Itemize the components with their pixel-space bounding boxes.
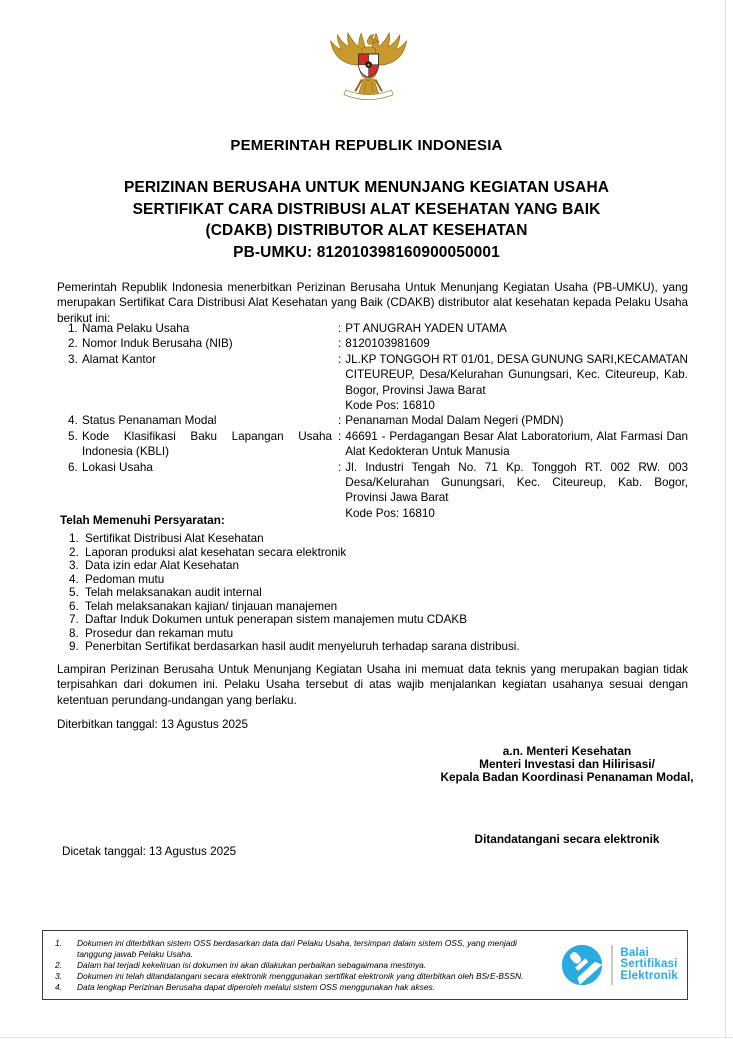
field-row-nib (0, 336, 688, 351)
field-number: 3. (68, 352, 78, 366)
svg-text:★: ★ (366, 62, 371, 68)
note-number: 2. (55, 959, 62, 970)
footer-note (55, 938, 533, 960)
requirement-item: 2. Laporan produksi alat kesehatan secara elektronik (82, 546, 688, 560)
garuda-pancasila-emblem (328, 26, 408, 115)
field-label: Lokasi Usaha (82, 460, 153, 474)
field-value: : JL.KP TONGGOH RT 01/01, DESA GUNUNG SARI,KECAMATAN CITEUREUP, Desa/Kelurahan Gunungsari, Kec. Citeureup, Kab. Bogor, Provinsi Jawa Barat (345, 352, 688, 397)
logo-divider (611, 945, 613, 985)
field-row-alamat-kantor (0, 352, 688, 414)
logo-text-line: Sertifikasi (620, 958, 678, 971)
issued-date: Diterbitkan tanggal: 13 Agustus 2025 (57, 718, 249, 731)
requirements-list (0, 532, 688, 654)
document-title (0, 177, 733, 263)
logo-text-line: Elektronik (620, 969, 678, 982)
footer-note (55, 982, 533, 993)
field-label: Nama Pelaku Usaha (82, 322, 190, 335)
field-label: Kode Klasifikasi Baku Lapangan Usaha Indonesia (KBLI) (82, 429, 332, 459)
note-number: 4. (55, 981, 62, 992)
requirement-item: 7. Daftar Induk Dokumen untuk penerapan sistem manajemen mutu CDAKB (82, 613, 688, 627)
signature-minister: Menteri Investasi dan Hilirisasi/ (479, 757, 655, 771)
intro-paragraph: Pemerintah Republik Indonesia menerbitkan Perizinan Berusaha Untuk Menunjang Kegiatan Usaha (PB-UMKU), yang merupakan Sertifikat Cara Distribusi Alat Kesehatan yang Baik (CDAKB) distributor alat kesehatan kepada Pelaku Usaha berikut ini: (57, 281, 688, 325)
field-number: 6. (68, 460, 78, 474)
field-label: Alamat Kantor (82, 352, 157, 366)
document-title-line-2: SERTIFIKAT CARA DISTRIBUSI ALAT KESEHATAN YANG BAIK (132, 200, 601, 218)
document-title-line-1: PERIZINAN BERUSAHA UNTUK MENUNJANG KEGIATAN USAHA (123, 179, 610, 196)
requirement-item: 6. Telah melaksanakan kajian/ tinjauan manajemen (82, 600, 688, 614)
page-right-edge (725, 0, 726, 1039)
stamp-icon (560, 943, 604, 987)
requirement-item: 5. Telah melaksanakan audit internal (82, 586, 688, 600)
field-label: Status Penanaman Modal (82, 414, 217, 428)
footer-notes-list (55, 938, 533, 993)
signature-on-behalf: a.n. Menteri Kesehatan (502, 744, 632, 758)
document-title-line-3: (CDAKB) DISTRIBUTOR ALAT KESEHATAN (205, 222, 528, 239)
pb-umku-number: PB-UMKU: 812010398160900050001 (233, 243, 500, 261)
note-text: Dokumen ini telah ditandatangani secara elektronik menggunakan sertifikat elektronik yang diterbitkan oleh BSrE-BSSN. (77, 970, 524, 981)
footer-notes-box (42, 930, 688, 1000)
field-row-lokasi-usaha (0, 460, 688, 522)
government-title: PEMERINTAH REPUBLIK INDONESIA (230, 137, 503, 154)
note-number: 1. (55, 938, 62, 948)
postal-code-line: Kode Pos: 16810 (345, 399, 435, 413)
page-bottom-edge (0, 1037, 733, 1038)
closing-paragraph: Lampiran Perizinan Berusaha Untuk Menunjang Kegiatan Usaha ini memuat data teknis yang merupakan bagian tidak terpisahkan dari dokumen ini. Pelaku Usaha tersebut di atas wajib menjalankan kegiatan usahanya sesuai dengan ketentuan perundang-undangan yang berlaku. (57, 663, 688, 707)
field-label: Nomor Induk Berusaha (NIB) (82, 337, 233, 351)
logo-text-line: Balai (620, 946, 649, 959)
field-number: 5. (68, 429, 78, 443)
printed-date: Dicetak tanggal: 13 Agustus 2025 (62, 845, 237, 858)
field-value: : Penanaman Modal Dalam Negeri (PMDN) (345, 414, 564, 428)
field-number: 2. (68, 337, 78, 351)
postal-code-line: Kode Pos: 16810 (345, 506, 435, 520)
requirements-section (0, 514, 688, 654)
field-number: 4. (68, 414, 78, 428)
field-number: 1. (68, 322, 78, 335)
field-value: : 46691 - Perdagangan Besar Alat Laboratorium, Alat Farmasi Dan Alat Kedokteran Untuk Manusia (345, 429, 688, 459)
signature-head: Kepala Badan Koordinasi Penanaman Modal, (440, 770, 694, 784)
field-value: : PT ANUGRAH YADEN UTAMA (345, 322, 507, 335)
field-row-kbli (0, 429, 688, 460)
note-text: Dalam hal terjadi kekeliruan isi dokumen ini akan dilakukan perbaikan sebagaimana mestinya. (77, 959, 427, 970)
garuda-eagle-icon (328, 26, 408, 110)
logo-text (620, 948, 678, 983)
footer-note (55, 960, 533, 971)
field-value: : Jl. Industri Tengah No. 71 Kp. Tonggoh RT. 002 RW. 003 Desa/Kelurahan Gunungsari, Kec. Citeureup, Kab. Bogor, Provinsi Jawa Barat (345, 460, 688, 505)
requirement-item: 4. Pedoman mutu (82, 573, 688, 587)
requirement-item: 8. Prosedur dan rekaman mutu (82, 627, 688, 641)
requirements-heading: Telah Memenuhi Persyaratan: (60, 514, 225, 527)
signature-block (408, 745, 726, 846)
bsre-logo (560, 943, 678, 987)
field-value: : 8120103981609 (345, 337, 430, 351)
note-text: Dokumen ini diterbitkan sistem OSS berdasarkan data dari Pelaku Usaha, tersimpan dalam sistem OSS, yang menjadi tanggung jawab Pelaku Usaha. (77, 938, 517, 959)
requirement-item: 9. Penerbitan Sertifikat berdasarkan hasil audit menyeluruh terhadap sarana distribusi. (82, 640, 688, 654)
note-text: Data lengkap Perizinan Berusaha dapat diperoleh melalui sistem OSS menggunakan hak akses. (77, 981, 436, 992)
field-row-nama-pelaku-usaha (0, 321, 688, 336)
field-row-status-penanaman-modal (0, 413, 688, 428)
business-fields (0, 321, 688, 521)
note-number: 3. (55, 970, 62, 981)
footer-note (55, 971, 533, 982)
requirement-item: 3. Data izin edar Alat Kesehatan (82, 559, 688, 573)
esign-note: Ditandatangani secara elektronik (474, 832, 660, 846)
requirement-item: 1. Sertifikat Distribusi Alat Kesehatan (82, 532, 688, 546)
